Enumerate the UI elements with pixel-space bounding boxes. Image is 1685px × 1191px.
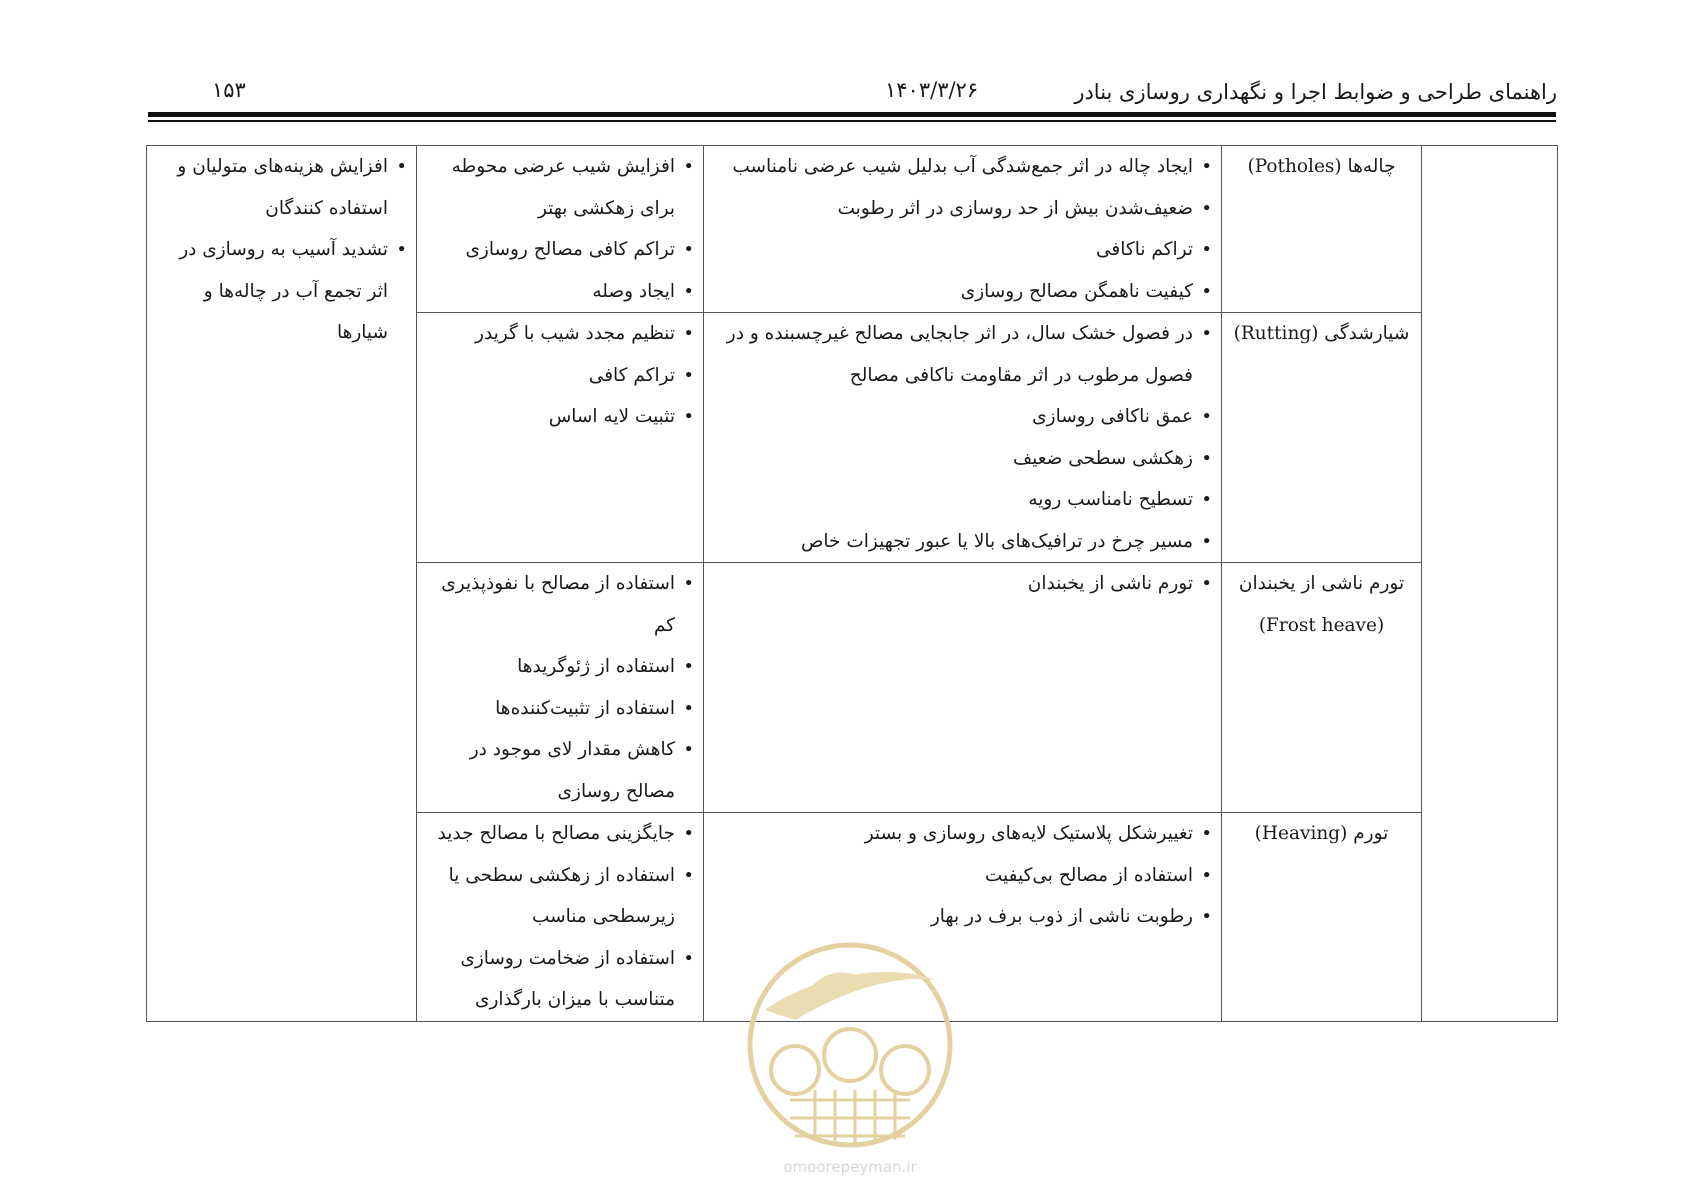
list-item: • در فصول خشک سال، در اثر جابجایی مصالح غیرچسبنده و در فصول مرطوب در اثر مقاومت ناکافی مصالح bbox=[704, 313, 1221, 396]
list-item: • جایگزینی مصالح با مصالح جدید bbox=[417, 813, 703, 855]
distress-type-label: شیارشدگی (Rutting) bbox=[1233, 323, 1410, 344]
distress-type-label: چاله‌ها (Potholes) bbox=[1247, 156, 1396, 177]
list-item: • تراکم کافی مصالح روسازی bbox=[417, 229, 703, 271]
causes-list bbox=[704, 146, 1221, 312]
list-item: • عمق ناکافی روسازی bbox=[704, 396, 1221, 438]
list-item: • تنظیم مجدد شیب با گریدر bbox=[417, 313, 703, 355]
list-item: • استفاده از مصالح بی‌کیفیت bbox=[704, 855, 1221, 897]
remedies-list bbox=[417, 146, 703, 312]
remedies-list bbox=[417, 313, 703, 438]
remedies-list bbox=[417, 563, 703, 812]
causes-cell bbox=[704, 313, 1222, 563]
list-item: • استفاده از مصالح با نفوذپذیری کم bbox=[417, 563, 703, 646]
list-item: • تورم ناشی از یخبندان bbox=[704, 563, 1221, 605]
causes-list bbox=[704, 563, 1221, 605]
list-item: • ایجاد چاله در اثر جمع‌شدگی آب بدلیل شیب عرضی نامناسب bbox=[704, 146, 1221, 188]
distress-type-latin: (Frost heave) bbox=[1258, 614, 1385, 636]
list-item: • تراکم کافی bbox=[417, 355, 703, 397]
distress-type-cell bbox=[1222, 146, 1422, 313]
list-item: • مسیر چرخ در ترافیک‌های بالا یا عبور تجهیزات خاص bbox=[704, 521, 1221, 563]
list-item: • افزایش شیب عرضی محوطه برای زهکشی بهتر bbox=[417, 146, 703, 229]
distress-type-label: تورم (Heaving) bbox=[1254, 823, 1389, 844]
list-item: • تشدید آسیب به روسازی در اثر تجمع آب در چاله‌ها و شیارها bbox=[147, 229, 416, 354]
list-item: • استفاده از ضخامت روسازی متناسب با میزان بارگذاری bbox=[417, 938, 703, 1021]
distress-type-cell bbox=[1222, 563, 1422, 813]
effects-list bbox=[147, 146, 416, 354]
remedies-cell bbox=[417, 813, 704, 1022]
watermark-grid bbox=[790, 1090, 910, 1144]
list-item: • استفاده از زهکشی سطحی یا زیرسطحی مناسب bbox=[417, 855, 703, 938]
list-item: • تثبیت لایه اساس bbox=[417, 396, 703, 438]
distress-table bbox=[146, 145, 1558, 1022]
watermark-site: omoorepeyman.ir bbox=[783, 1158, 917, 1176]
causes-list bbox=[704, 313, 1221, 562]
list-item: • ضعیف‌شدن بیش از حد روسازی در اثر رطوبت bbox=[704, 188, 1221, 230]
header-rule-thin bbox=[148, 120, 1556, 122]
list-item: • استفاده از ژئوگریدها bbox=[417, 646, 703, 688]
list-item: • تراکم ناکافی bbox=[704, 229, 1221, 271]
causes-cell bbox=[704, 563, 1222, 813]
list-item: • رطوبت ناشی از ذوب برف در بهار bbox=[704, 896, 1221, 938]
blank-column-cell bbox=[1422, 146, 1558, 1022]
document-title: راهنمای طراحی و ضوابط اجرا و نگهداری روسازی بنادر bbox=[1074, 80, 1557, 104]
causes-cell bbox=[704, 146, 1222, 313]
distress-type-cell bbox=[1222, 313, 1422, 563]
remedies-cell bbox=[417, 146, 704, 313]
list-item: • زهکشی سطحی ضعیف bbox=[704, 438, 1221, 480]
document-date: ۱۴۰۳/۳/۲۶ bbox=[885, 78, 979, 102]
remedies-cell bbox=[417, 563, 704, 813]
list-item: • کاهش مقدار لای موجود در مصالح روسازی bbox=[417, 729, 703, 812]
list-item: • تسطیح نامناسب رویه bbox=[704, 479, 1221, 521]
list-item: • استفاده از تثبیت‌کننده‌ها bbox=[417, 688, 703, 730]
header-rule-thick bbox=[148, 112, 1556, 117]
list-item: • ایجاد وصله bbox=[417, 271, 703, 313]
remedies-cell bbox=[417, 313, 704, 563]
distress-table-wrapper bbox=[146, 145, 1557, 1022]
list-item: • تغییرشکل پلاستیک لایه‌های روسازی و بستر bbox=[704, 813, 1221, 855]
causes-cell bbox=[704, 813, 1222, 1022]
remedies-list bbox=[417, 813, 703, 1021]
watermark-gears bbox=[771, 1029, 929, 1094]
effects-cell bbox=[147, 146, 417, 1022]
distress-type-cell bbox=[1222, 813, 1422, 1022]
list-item: • کیفیت ناهمگن مصالح روسازی bbox=[704, 271, 1221, 313]
distress-type-label: تورم ناشی از یخبندان bbox=[1238, 573, 1405, 594]
table-row-potholes bbox=[147, 146, 1558, 313]
causes-list bbox=[704, 813, 1221, 938]
list-item: • افزایش هزینه‌های متولیان و استفاده کنندگان bbox=[147, 146, 416, 229]
page-header bbox=[0, 0, 1685, 130]
page-number: ۱۵۳ bbox=[212, 78, 246, 102]
